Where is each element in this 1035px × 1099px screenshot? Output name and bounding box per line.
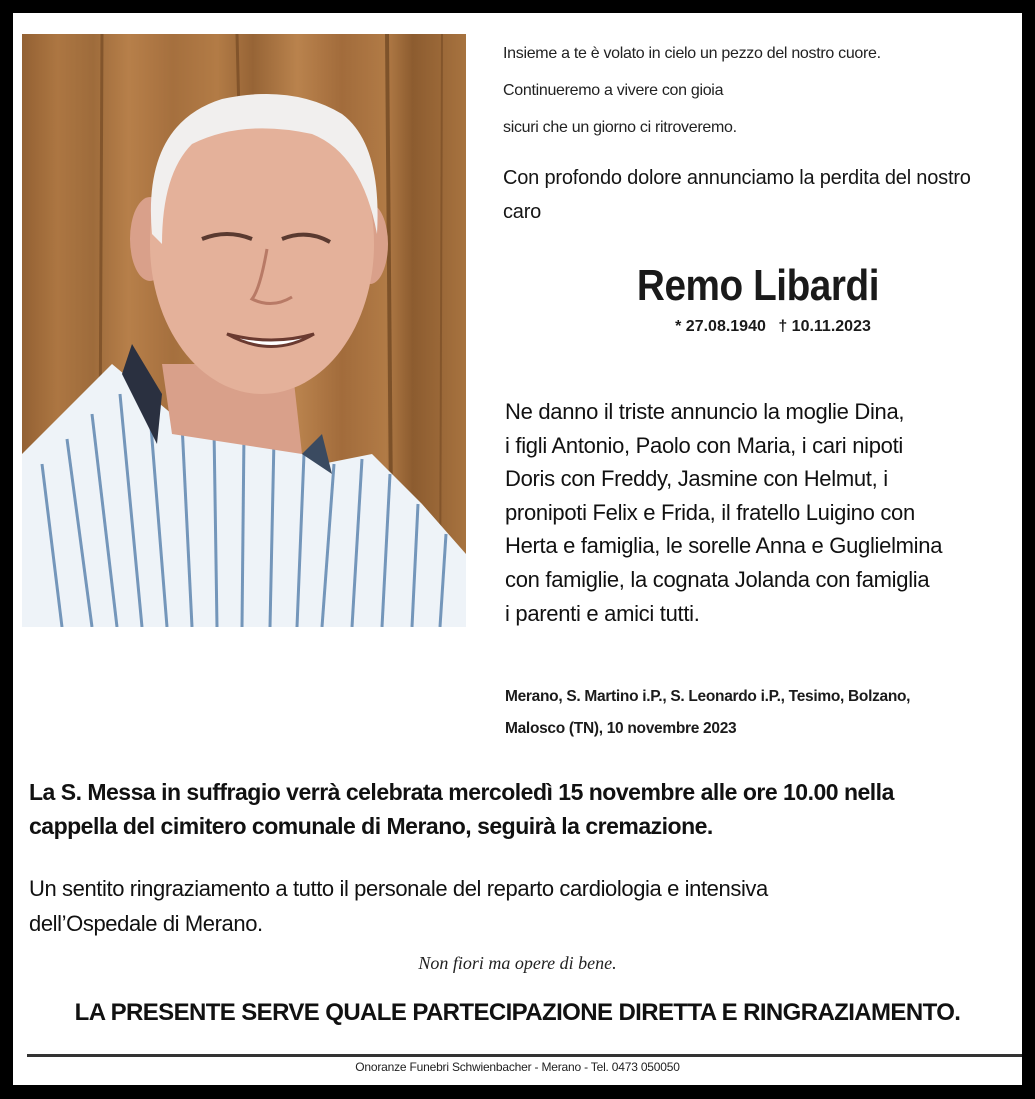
family-line: Doris con Freddy, Jasmine con Helmut, i xyxy=(505,466,888,492)
death-date: † 10.11.2023 xyxy=(778,318,871,335)
poem-line-1: Insieme a te è volato in cielo un pezzo del nostro cuore. xyxy=(503,45,881,62)
family-line: i figli Antonio, Paolo con Maria, i cari nipoti xyxy=(505,432,904,458)
family-line: con famiglie, la cognata Jolanda con famiglia xyxy=(505,566,930,592)
portrait-photo xyxy=(22,34,466,627)
family-line: Herta e famiglia, le sorelle Anna e Guglielmina xyxy=(505,533,943,559)
deceased-name: Remo Libardi xyxy=(636,261,880,310)
life-dates xyxy=(513,318,1033,336)
birth-date: * 27.08.1940 xyxy=(675,318,766,335)
family-announcement xyxy=(505,395,1025,630)
poem xyxy=(503,35,1003,146)
thanks-line-1: Un sentito ringraziamento a tutto il personale del reparto cardiologia e intensiva xyxy=(29,876,768,901)
poem-line-2: Continueremo a vivere con gioia xyxy=(503,82,724,99)
footer-divider xyxy=(27,1054,1022,1057)
place-line-2: Malosco (TN), 10 novembre 2023 xyxy=(505,720,737,737)
announcement-intro: Con profondo dolore annunciamo la perdita del nostro caro xyxy=(503,167,971,223)
mass-information xyxy=(29,775,1019,843)
flowers-note: Non fiori ma opere di bene. xyxy=(418,953,617,973)
family-line: Ne danno il triste annuncio la moglie Dina, xyxy=(505,399,905,424)
participation-notice: LA PRESENTE SERVE QUALE PARTECIPAZIONE DIRETTA E RINGRAZIAMENTO. xyxy=(74,999,961,1026)
mass-line-2: cappella del cimitero comunale di Merano, seguirà la cremazione. xyxy=(29,813,713,839)
thanks-line-2: dell’Ospedale di Merano. xyxy=(29,911,263,936)
family-line: i parenti e amici tutti. xyxy=(505,600,700,626)
acknowledgement xyxy=(29,871,1019,941)
funeral-home-footer: Onoranze Funebri Schwienbacher - Merano - Tel. 0473 050050 xyxy=(355,1060,680,1074)
family-line: pronipoti Felix e Frida, il fratello Luigino con xyxy=(505,499,915,525)
portrait-illustration xyxy=(22,34,466,627)
place-line-1: Merano, S. Martino i.P., S. Leonardo i.P., Tesimo, Bolzano, xyxy=(505,688,911,705)
obituary-notice xyxy=(13,13,1022,1085)
mass-line-1: La S. Messa in suffragio verrà celebrata mercoledì 15 novembre alle ore 10.00 nella xyxy=(29,779,894,805)
place-and-date xyxy=(505,681,1025,745)
poem-line-3: sicuri che un giorno ci ritroveremo. xyxy=(503,119,737,136)
